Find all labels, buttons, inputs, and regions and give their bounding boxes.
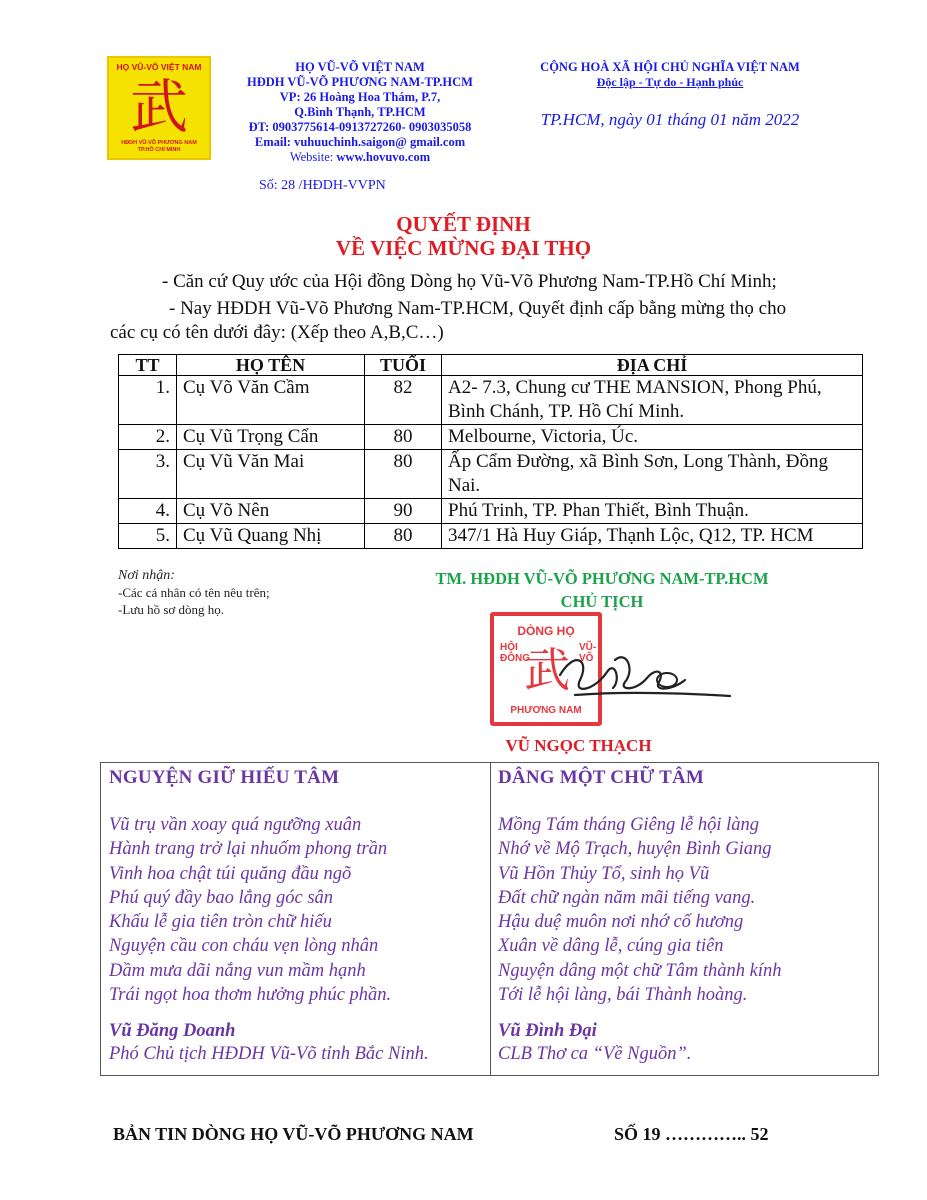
cell-name: Cụ Võ Văn Cầm <box>177 376 365 425</box>
website-link[interactable]: www.hovuvo.com <box>336 150 431 164</box>
poems-box <box>100 762 879 1076</box>
cell-tt: 1. <box>119 376 177 425</box>
logo-bottom-line-2: TP.HỒ CHÍ MINH <box>137 147 181 153</box>
basis-paragraph: - Căn cứ Quy ước của Hội đồng Dòng họ Vũ-Võ Phương Nam-TP.Hồ Chí Minh; <box>162 271 777 292</box>
cell-age: 90 <box>365 499 442 524</box>
handwritten-signature <box>555 640 735 710</box>
recipients-heading: Nơi nhận: <box>118 568 175 583</box>
poem-left <box>109 763 489 1066</box>
signature-block <box>392 567 812 613</box>
decision-subtitle: VỀ VIỆC MỪNG ĐẠI THỌ <box>335 236 592 260</box>
table-row <box>119 376 863 425</box>
poem-line: Vũ Hồn Thủy Tổ, sinh họ Vũ <box>498 863 710 884</box>
document-date: TP.HCM, ngày 01 tháng 01 năm 2022 <box>540 110 800 129</box>
poem-line: Đất chữ ngàn năm mãi tiếng vang. <box>498 887 756 908</box>
decision-paragraph: - Nay HĐDH Vũ-Võ Phương Nam-TP.HCM, Quyết định cấp bằng mừng thọ cho <box>169 298 787 319</box>
signature-role: CHỦ TỊCH <box>560 592 644 611</box>
stamp-character: 武 <box>524 645 570 696</box>
poem-line: Vinh hoa chật túi quăng đầu ngõ <box>109 863 352 884</box>
poem-line: Trái ngọt hoa thơm hưởng phúc phần. <box>109 985 392 1006</box>
poem-line: Dầm mưa dãi nắng vun mầm hạnh <box>109 960 366 981</box>
recipients-line-2: -Lưu hồ sơ dòng họ. <box>118 602 224 617</box>
poem-line: Xuân về dâng lễ, cúng gia tiên <box>498 936 724 957</box>
cell-address: A2- 7.3, Chung cư THE MANSION, Phong Phú, Bình Chánh, TP. Hồ Chí Minh. <box>442 376 863 425</box>
table-header-row <box>119 355 863 376</box>
cell-address: Phú Trinh, TP. Phan Thiết, Bình Thuận. <box>442 499 863 524</box>
nation-name: CỘNG HOÀ XÃ HỘI CHỦ NGHĨA VIỆT NAM <box>540 60 800 74</box>
chairman-name-row <box>0 736 927 756</box>
poem-line: Hành trang trở lại nhuốm phong trần <box>109 839 388 860</box>
cell-tt: 4. <box>119 499 177 524</box>
cell-tt: 3. <box>119 450 177 499</box>
page-issue-number: SỐ 19 ………….. 52 <box>614 1124 769 1144</box>
table-row <box>119 524 863 549</box>
org-website <box>228 150 492 165</box>
poem-line: Nhớ về Mộ Trạch, huyện Bình Giang <box>498 839 772 860</box>
poem-lines <box>498 813 878 1007</box>
logo-bottom-line-1: HĐDH VŨ-VÕ PHƯƠNG NAM <box>121 140 197 146</box>
poem-line: Mồng Tám tháng Giêng lễ hội làng <box>498 815 760 835</box>
newsletter-footer: BẢN TIN DÒNG HỌ VŨ-VÕ PHƯƠNG NAM <box>113 1124 474 1144</box>
org-line-2: HĐDH VŨ-VÕ PHƯƠNG NAM-TP.HCM <box>247 75 473 89</box>
poem-line: Phú quý đầy bao lẳng góc sân <box>109 887 334 908</box>
cell-tt: 2. <box>119 425 177 450</box>
stamp-bottom-text: PHƯƠNG NAM <box>510 705 582 716</box>
signature-org: TM. HĐDH VŨ-VÕ PHƯƠNG NAM-TP.HCM <box>435 569 769 588</box>
decision-title: QUYẾT ĐỊNH <box>396 212 531 236</box>
poem-title: DÂNG MỘT CHỮ TÂM <box>498 767 705 788</box>
org-address-1: VP: 26 Hoàng Hoa Thám, P.7, <box>279 90 441 104</box>
org-line-1: HỌ VŨ-VÕ VIỆT NAM <box>295 60 425 74</box>
cell-address: Ấp Cẩm Đường, xã Bình Sơn, Long Thành, Đồng Nai. <box>442 450 863 499</box>
poem-line: Vũ trụ vần xoay quá ngưỡng xuân <box>109 815 362 835</box>
header-name: HỌ TÊN <box>177 355 365 376</box>
header-address: ĐỊA CHỈ <box>442 355 863 376</box>
poem-line: Khấu lễ gia tiên tròn chữ hiếu <box>109 912 332 933</box>
stamp-right-text: VŨ-VÕ <box>579 642 597 664</box>
header-age: TUỔI <box>365 355 442 376</box>
org-email: Email: vuhuuchinh.saigon@ gmail.com <box>254 135 466 149</box>
poem-line: Nguyện cầu con cháu vẹn lòng nhân <box>109 936 379 957</box>
table-row <box>119 425 863 450</box>
cell-address: 347/1 Hà Huy Giáp, Thạnh Lộc, Q12, TP. HCM <box>442 524 863 549</box>
organization-block <box>228 60 492 165</box>
decision-paragraph-continued: các cụ có tên dưới đây: (Xếp theo A,B,C…) <box>110 322 444 343</box>
logo-top-text: HỌ VŨ-VÕ VIỆT NAM <box>116 62 202 72</box>
cell-address: Melbourne, Victoria, Úc. <box>442 425 863 450</box>
poem-lines <box>109 813 489 1007</box>
cell-name: Cụ Vũ Văn Mai <box>177 450 365 499</box>
nation-block <box>510 60 830 130</box>
cell-name: Cụ Võ Nên <box>177 499 365 524</box>
poem-title: NGUYỆN GIỮ HIẾU TÂM <box>109 767 340 788</box>
table-row <box>119 450 863 499</box>
cell-name: Cụ Vũ Quang Nhị <box>177 524 365 549</box>
family-logo <box>107 56 211 160</box>
org-address-2: Q.Bình Thạnh, TP.HCM <box>294 105 426 119</box>
poems-divider <box>490 763 491 1075</box>
cell-name: Cụ Vũ Trọng Cẩn <box>177 425 365 450</box>
stamp-left-text: HỘI ĐỒNG <box>500 642 530 664</box>
elders-table <box>118 354 863 549</box>
stamp-top-text: DÒNG HỌ <box>517 624 575 638</box>
chairman-name: VŨ NGỌC THẠCH <box>505 736 652 755</box>
poem-author: Vũ Đăng Doanh <box>109 1021 236 1042</box>
org-phone: ĐT: 0903775614-0913727260- 0903035058 <box>248 120 472 134</box>
recipients-block <box>118 567 270 618</box>
table-row <box>119 499 863 524</box>
recipients-line-1: -Các cá nhân có tên nêu trên; <box>118 585 270 600</box>
poem-line: Nguyện dâng một chữ Tâm thành kính <box>498 960 782 981</box>
poem-line: Hậu duệ muôn nơi nhớ cố hương <box>498 912 744 933</box>
cell-age: 80 <box>365 524 442 549</box>
poem-author: Vũ Đình Đại <box>498 1021 597 1042</box>
poem-author-role: CLB Thơ ca “Về Nguồn”. <box>498 1044 692 1065</box>
cell-age: 80 <box>365 450 442 499</box>
cell-age: 80 <box>365 425 442 450</box>
poem-line: Tới lễ hội làng, bái Thành hoàng. <box>498 985 748 1006</box>
national-motto: Độc lập - Tự do - Hạnh phúc <box>596 75 744 89</box>
decision-number: Số: 28 /HĐDH-VVPN <box>259 178 386 193</box>
poem-author-role: Phó Chủ tịch HĐDH Vũ-Võ tỉnh Bắc Ninh. <box>109 1044 429 1065</box>
cell-tt: 5. <box>119 524 177 549</box>
website-label: Website: <box>289 150 337 164</box>
logo-bottom-text <box>109 140 209 154</box>
header-tt: TT <box>119 355 177 376</box>
logo-character: 武 <box>129 73 188 141</box>
poem-right <box>498 763 878 1066</box>
cell-age: 82 <box>365 376 442 425</box>
